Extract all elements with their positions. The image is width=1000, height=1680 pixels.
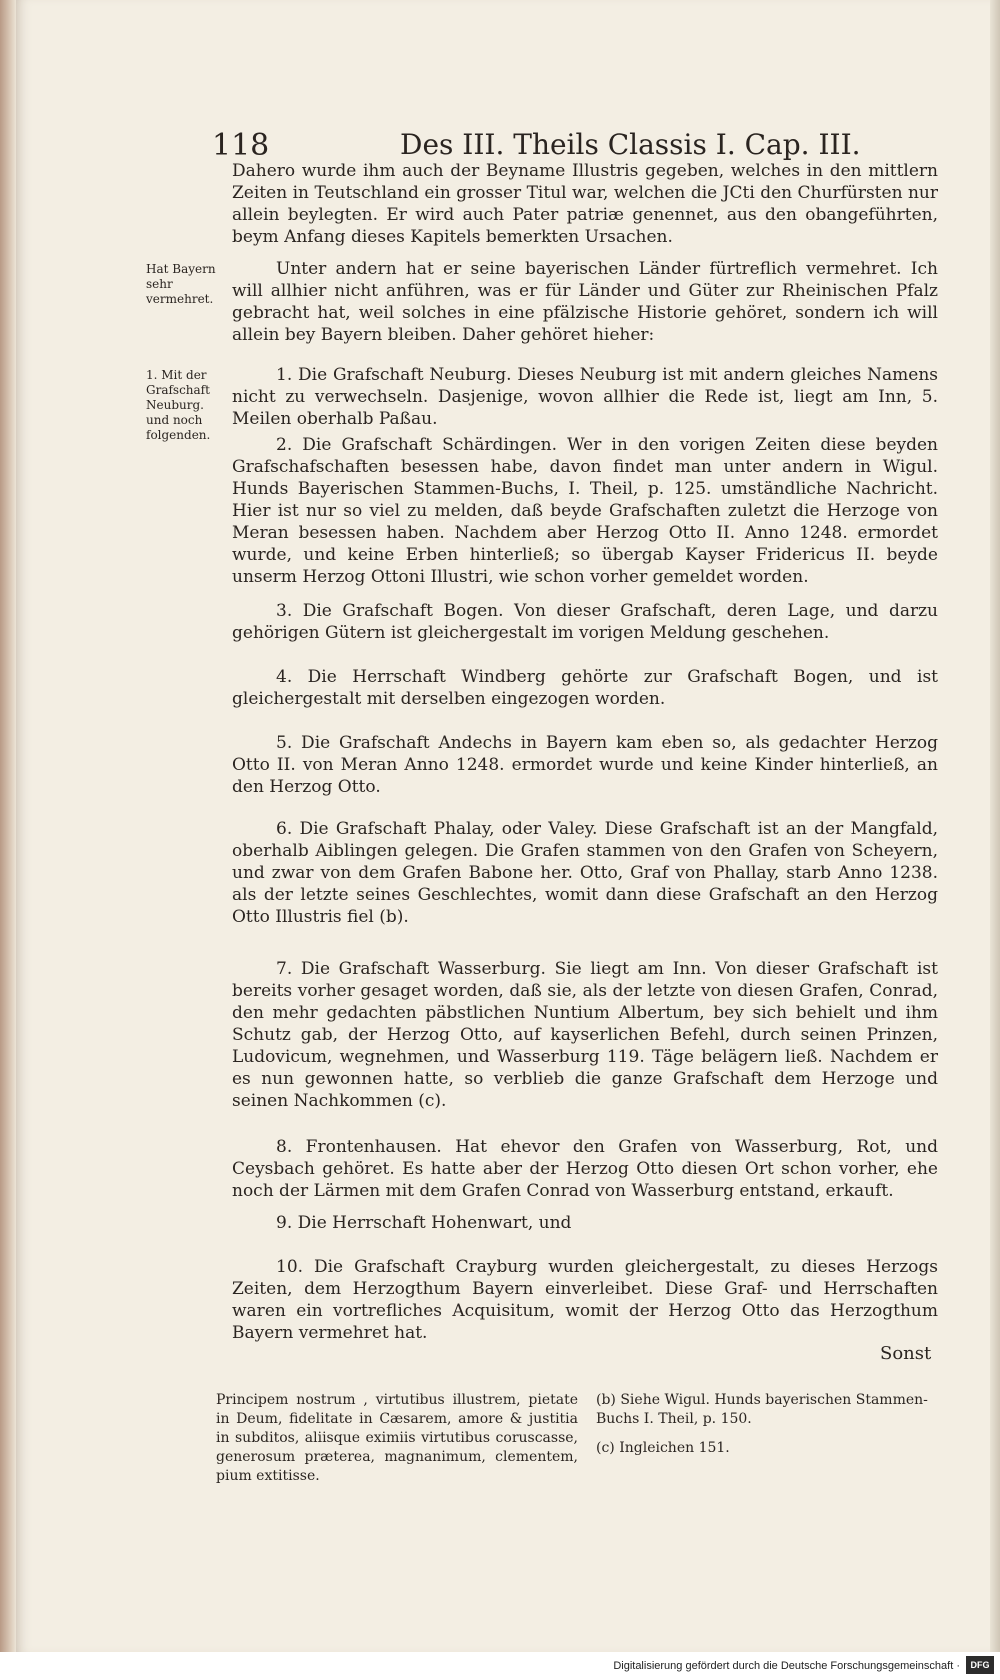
dfg-logo-icon: DFG <box>966 1656 994 1674</box>
catchword: Sonst <box>880 1343 932 1364</box>
paragraph-bogen <box>232 600 938 644</box>
paragraph-wasserburg <box>232 958 938 1112</box>
margin-note-neuburg: 1. Mit der Grafschaft Neuburg. und noch folgenden. <box>146 368 211 442</box>
paragraph-phalay <box>232 818 938 928</box>
paragraph-crayburg <box>232 1256 938 1344</box>
paragraph-text: 10. Die Grafschaft Crayburg wurden gleichergestalt, zu dieses Herzogs Zeiten, dem Herzogthum Bayern einverleibet. Diese Graf- und Herrschaften waren ein vortrefliches Acquisitum, womit der Herzog Otto das Herzogthum Bayern vermehret hat. <box>232 1257 938 1343</box>
paragraph-text: 1. Die Grafschaft Neuburg. Dieses Neuburg ist mit andern gleiches Namens nicht zu verwechseln. Dasjenige, wovon allhier die Rede ist, liegt am Inn, 5. Meilen oberhalb Paßau. <box>232 365 938 429</box>
paragraph-text: 9. Die Herrschaft Hohenwart, und <box>276 1213 572 1233</box>
paragraph-neuburg <box>232 364 938 430</box>
paragraph-windberg <box>232 666 938 710</box>
footnote-latin: Principem nostrum , virtutibus illustrem, pietate in Deum, fidelitate in Cæsarem, amore & justitia in subditos, aliisque eximiis virtutibus coruscasse, generosum præterea, magnanimum, clementem, pium extitisse. <box>216 1392 578 1484</box>
digitization-footer <box>0 1652 1000 1680</box>
paragraph-text: 5. Die Grafschaft Andechs in Bayern kam eben so, als gedachter Herzog Otto II. von Meran Anno 1248. ermordet wurde und keine Kinder hinterließ, an den Herzog Otto. <box>232 733 938 797</box>
intro-paragraph: Dahero wurde ihm auch der Beyname Illustris gegeben, welches in den mittlern Zeiten in Teutschland ein grosser Titul war, welchen die JCti den Churfürsten nur allein beylegten. Er wird auch Pater patriæ genennet, aus den obangeführten, beym Anfang dieses Kapitels bemerkten Ursachen. <box>232 161 938 247</box>
book-spine <box>0 0 16 1652</box>
paragraph-frontenhausen <box>232 1136 938 1202</box>
paragraph-text: 4. Die Herrschaft Windberg gehörte zur Grafschaft Bogen, und ist gleichergestalt mit derselben eingezogen worden. <box>232 667 938 709</box>
footnote-b: (b) Siehe Wigul. Hunds bayerischen Stammen-Buchs I. Theil, p. 150. <box>596 1392 928 1427</box>
paragraph-text: Unter andern hat er seine bayerischen Länder fürtreflich vermehret. Ich will allhier nicht anführen, was er für Länder und Güter zur Rheinischen Pfalz gebracht hat, weil solches in eine pfälzische Historie gehöret, sondern ich will allein bey Bayern bleiben. Daher gehöret hieher: <box>232 259 938 345</box>
footnote-c: (c) Ingleichen 151. <box>596 1440 730 1456</box>
paragraph-text: 7. Die Grafschaft Wasserburg. Sie liegt am Inn. Von dieser Grafschaft ist bereits vorher gesaget worden, daß sie, als der letzte von diesen Grafen, Conrad, den mehr gedachten päbstlichen Nuntium Albertum, bey sich behielt und ihm Schutz gab, der Herzog Otto, auf kayserlichen Befehl, durch seinen Prinzen, Ludovicum, wegnehmen, und Wasserburg 119. Täge belägern ließ. Nachdem er es nun gewonnen hatte, so verblieb die ganze Grafschaft dem Herzoge und seinen Nachkommen (c). <box>232 959 938 1111</box>
paragraph-hohenwart <box>232 1212 938 1234</box>
paragraph-andechs <box>232 732 938 798</box>
footer-credit: Digitalisierung gefördert durch die Deutsche Forschungsgemeinschaft · <box>613 1660 960 1672</box>
margin-note-bayern: Hat Bayern sehr vermehret. <box>146 262 216 306</box>
page-number: 118 <box>212 128 270 163</box>
paragraph-text: 8. Frontenhausen. Hat ehevor den Grafen von Wasserburg, Rot, und Ceysbach gehöret. Es hatte aber der Herzog Otto diesen Ort schon vorher, ehe noch der Lärmen mit dem Grafen Conrad von Wasserburg entstand, erkauft. <box>232 1137 938 1201</box>
paragraph-text: 3. Die Grafschaft Bogen. Von dieser Grafschaft, deren Lage, und darzu gehörigen Gütern ist gleichergestalt im vorigen Meldung geschehen. <box>232 601 938 643</box>
footnotes-right <box>596 1391 940 1468</box>
paragraph-text: 6. Die Grafschaft Phalay, oder Valey. Diese Grafschaft ist an der Mangfald, oberhalb Aiblingen gelegen. Die Grafen stammen von den Grafen von Scheyern, und zwar von dem Grafen Babone her. Otto, Graf von Phallay, starb Anno 1238. als der letzte seines Geschlechtes, womit dann diese Grafschaft an den Herzog Otto Illustris fiel (b). <box>232 819 938 927</box>
paragraph-intro-lands <box>232 258 938 346</box>
page-edge <box>990 0 1000 1652</box>
paragraph-text: 2. Die Grafschaft Schärdingen. Wer in den vorigen Zeiten diese beyden Grafschafschaften besessen habe, davon findet man unter andern in Wigul. Hunds Bayerischen Stammen-Buchs, I. Theil, p. 125. umständliche Nachricht. Hier ist nur so viel zu melden, daß beyde Grafschaften zuletzt die Herzoge von Meran besessen haben. Nachdem aber Herzog Otto II. Anno 1248. ermordet wurde, und keine Erben hinterließ; so übergab Kayser Fridericus II. beyde unserm Herzog Ottoni Illustri, wie schon vorher gemeldet worden. <box>232 435 938 587</box>
running-head: Des III. Theils Classis I. Cap. III. <box>400 128 861 161</box>
paragraph-schaerdingen <box>232 434 938 588</box>
